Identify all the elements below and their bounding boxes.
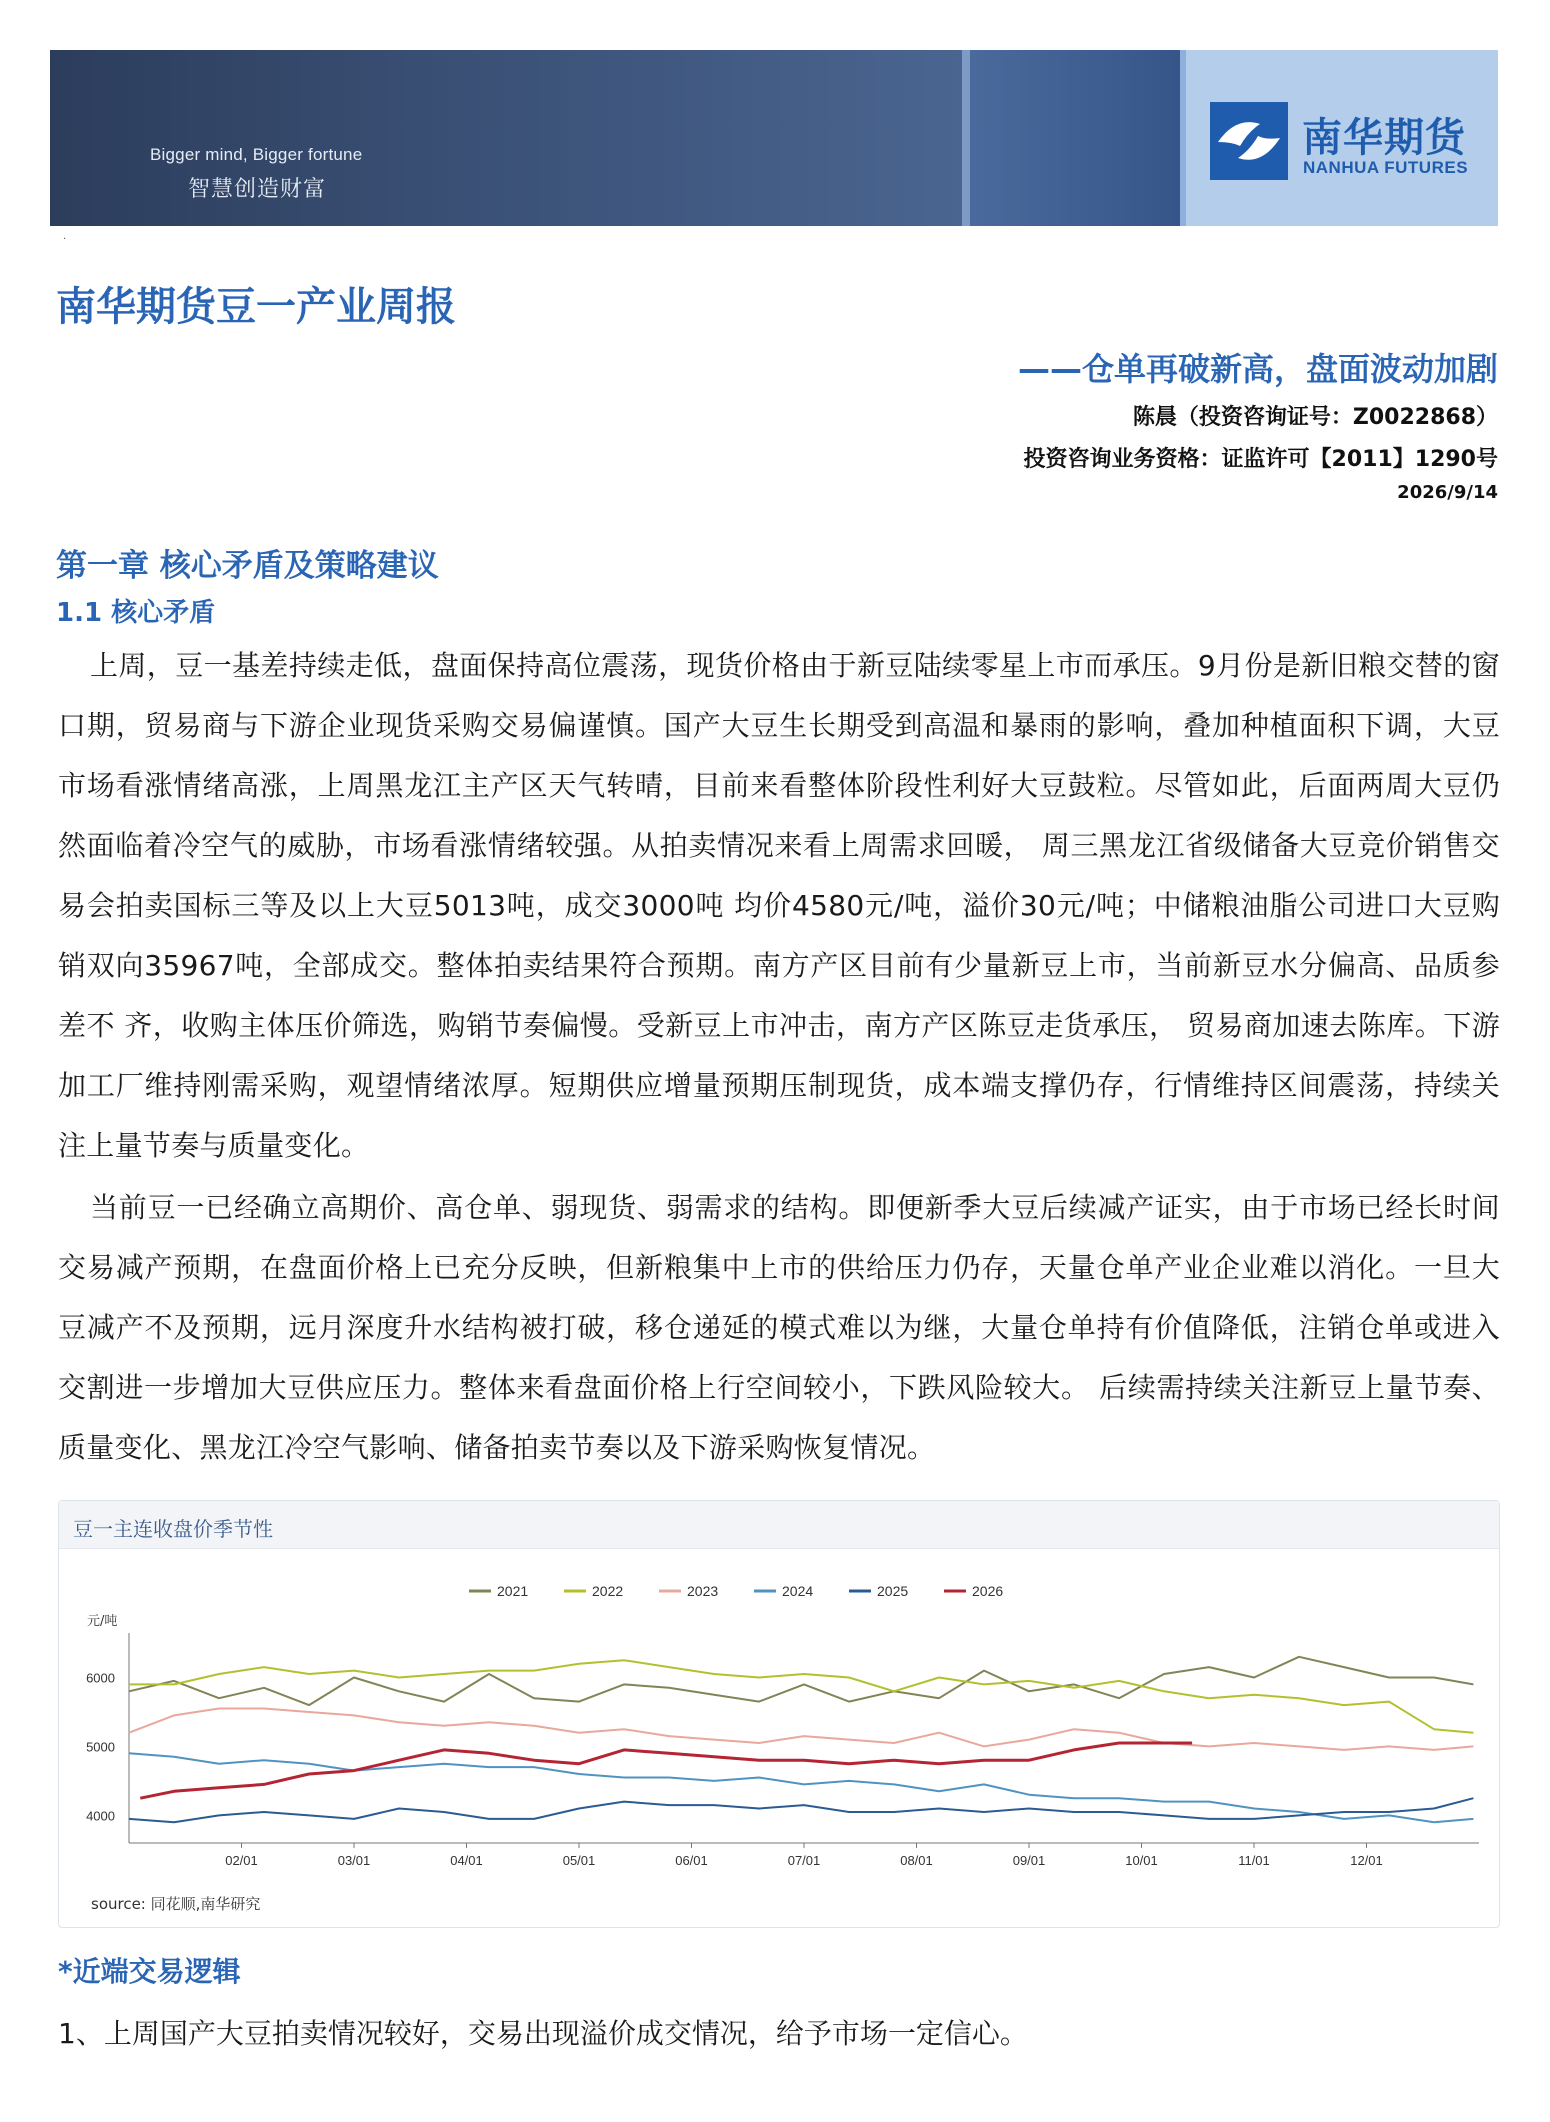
series-line-2026 <box>140 1743 1192 1798</box>
y-tick-label: 6000 <box>86 1670 115 1686</box>
chart-title: 豆一主连收盘价季节性 <box>73 1517 273 1541</box>
qualification-line: 投资咨询业务资格：证监许可【2011】1290号 <box>1023 447 1498 472</box>
nanhua-logo-icon <box>1210 102 1288 180</box>
decorative-dot: · <box>63 234 67 245</box>
x-tick-label: 02/01 <box>225 1853 258 1868</box>
legend-label: 2022 <box>592 1583 624 1599</box>
near-term-item: 1、上周国产大豆拍卖情况较好，交易出现溢价成交情况，给予市场一定信心。 <box>58 2017 1028 2050</box>
author-line: 陈晨（投资咨询证号：Z0022868） <box>1132 405 1498 430</box>
seasonality-line-chart <box>59 1553 1499 1887</box>
banner-segment <box>962 50 970 226</box>
body-paragraph: 当前豆一已经确立高期价、高仓单、弱现货、弱需求的结构。即便新季大豆后续减产证实，由于市场已经长时间交易减产预期，在盘面价格上已充分反映，但新粮集中上市的供给压力仍存，天量仓单产业企业难以消化。一旦大豆减产不及预期，远月深度升水结构被打破，移仓递延的模式难以为继，大量仓单持有价值降低，注销仓单或进入交割进一步增加大豆供应压力。整体来看盘面价格上行空间较小，下跌风险较大。 后续需持续关注新豆上量节奏、质量变化、黑龙江冷空气影响、储备拍卖节奏以及下游采购恢复情况。 <box>58 1191 1500 1464</box>
header-banner <box>50 50 1498 226</box>
x-tick-label: 05/01 <box>562 1853 596 1868</box>
banner-segment <box>970 50 1180 226</box>
series-line-2022 <box>129 1660 1473 1733</box>
series-line-2023 <box>129 1709 1473 1750</box>
report-title: 南华期货豆一产业周报 <box>56 284 456 330</box>
legend-label: 2024 <box>782 1583 814 1599</box>
near-term-heading: *近端交易逻辑 <box>58 1955 241 1988</box>
report-date: 2026/9/14 <box>1397 482 1498 503</box>
x-tick-label: 09/01 <box>1012 1853 1046 1868</box>
slogan-chinese: 智慧创造财富 <box>188 177 327 202</box>
legend-label: 2023 <box>687 1583 719 1599</box>
y-tick-label: 5000 <box>86 1739 115 1755</box>
x-tick-label: 06/01 <box>675 1853 708 1868</box>
x-tick-label: 12/01 <box>1350 1853 1383 1868</box>
legend-label: 2025 <box>877 1583 909 1599</box>
x-tick-label: 10/01 <box>1125 1853 1158 1868</box>
seasonality-chart-panel <box>58 1500 1500 1928</box>
chart-source: source: 同花顺,南华研究 <box>91 1895 261 1913</box>
chart-header <box>59 1501 1499 1549</box>
y-tick-label: 4000 <box>86 1808 115 1824</box>
logo-wordmark-english: NANHUA FUTURES <box>1303 158 1469 177</box>
y-axis-label: 元/吨 <box>87 1614 118 1629</box>
report-subtitle: ——仓单再破新高，盘面波动加剧 <box>1017 350 1498 388</box>
x-tick-label: 04/01 <box>450 1853 483 1868</box>
x-tick-label: 11/01 <box>1238 1853 1270 1868</box>
slogan-english: Bigger mind, Bigger fortune <box>150 145 363 164</box>
x-tick-label: 07/01 <box>787 1853 821 1868</box>
body-paragraph: 上周，豆一基差持续走低，盘面保持高位震荡，现货价格由于新豆陆续零星上市而承压。9月份是新旧粮交替的窗口期，贸易商与下游企业现货采购交易偏谨慎。国产大豆生长期受到高温和暴雨的影响，叠加种植面积下调，大豆市场看涨情绪高涨，上周黑龙江主产区天气转晴，目前来看整体阶段性利好大豆鼓粒。尽管如此，后面两周大豆仍然面临着冷空气的威胁，市场看涨情绪较强。从拍卖情况来看上周需求回暖， 周三黑龙江省级储备大豆竞价销售交易会拍卖国标三等及以上大豆5013吨，成交3000吨 均价4580元/吨，溢价30元/吨；中储粮油脂公司进口大豆购销双向35967吨，全部成交。整体拍卖结果符合预期。南方产区目前有少量新豆上市，当前新豆水分偏高、品质参差不 齐，收购主体压价筛选，购销节奏偏慢。受新豆上市冲击，南方产区陈豆走货承压， 贸易商加速去陈库。下游加工厂维持刚需采购，观望情绪浓厚。短期供应增量预期压制现货，成本端支撑仍存，行情维持区间震荡，持续关注上量节奏与质量变化。 <box>58 649 1500 1162</box>
series-line-2024 <box>129 1753 1473 1822</box>
chapter-heading: 第一章 核心矛盾及策略建议 <box>56 548 439 584</box>
legend-label: 2021 <box>497 1583 529 1599</box>
banner-segment <box>50 50 962 226</box>
section-heading: 1.1 核心矛盾 <box>56 598 216 628</box>
series-line-2021 <box>129 1657 1473 1705</box>
x-tick-label: 03/01 <box>337 1853 371 1868</box>
legend-label: 2026 <box>972 1583 1004 1599</box>
logo-wordmark-chinese: 南华期货 <box>1302 115 1466 161</box>
x-tick-label: 08/01 <box>900 1853 933 1868</box>
